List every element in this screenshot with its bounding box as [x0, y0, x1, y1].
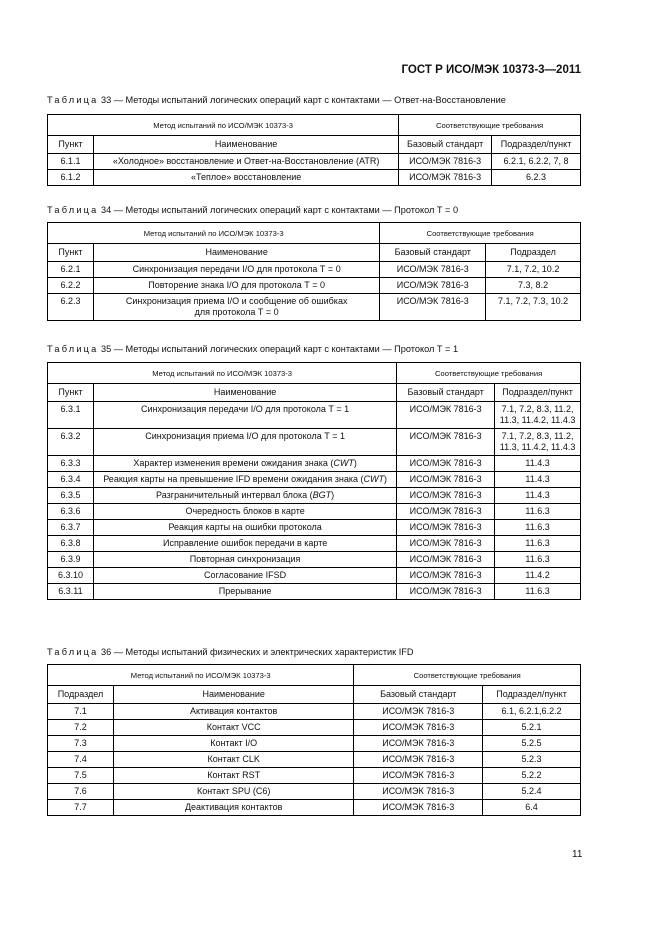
group-header-method: Метод испытаний по ИСО/МЭК 10373-3 [48, 115, 399, 136]
column-header: Подраздел [486, 244, 581, 262]
group-header-method: Метод испытаний по ИСО/МЭК 10373-3 [48, 665, 354, 686]
table-35 [47, 362, 581, 600]
table-cell: ИСО/МЭК 7816-3 [397, 429, 495, 456]
table-cell: 7.4 [48, 752, 114, 768]
table-cell: 6.4 [483, 800, 581, 816]
column-header: Базовый стандарт [397, 384, 495, 402]
table-cell: Повторная синхронизация [93, 552, 396, 568]
group-header-method: Метод испытаний по ИСО/МЭК 10373-3 [48, 223, 380, 244]
table-cell: Разграничительный интервал блока (BGT) [93, 488, 396, 504]
table-cell: 5.2.2 [483, 768, 581, 784]
table-cell: ИСО/МЭК 7816-3 [354, 768, 483, 784]
table-row [48, 456, 581, 472]
table-number: 35 [101, 344, 112, 354]
table-row [48, 520, 581, 536]
table-cell: ИСО/МЭК 7816-3 [380, 294, 486, 321]
table-cell: ИСО/МЭК 7816-3 [397, 568, 495, 584]
table-row [48, 402, 581, 429]
table-label: Таблица [47, 205, 99, 215]
table-cell: 7.5 [48, 768, 114, 784]
table-cell: Контакт VCC [113, 720, 353, 736]
table-cell: 7.1, 7.2, 10.2 [486, 262, 581, 278]
table-36-caption [47, 647, 414, 657]
page-number: 11 [572, 849, 583, 860]
table-cell: ИСО/МЭК 7816-3 [354, 800, 483, 816]
table-cell: ИСО/МЭК 7816-3 [397, 456, 495, 472]
table-cell: ИСО/МЭК 7816-3 [354, 784, 483, 800]
table-row [48, 584, 581, 600]
table-title: — Методы испытаний физических и электрических характеристик IFD [111, 647, 414, 657]
table-cell: 11.6.3 [495, 536, 581, 552]
table-cell: Прерывание [93, 584, 396, 600]
table-cell: 6.3.8 [48, 536, 94, 552]
table-cell: Деактивация контактов [113, 800, 353, 816]
table-cell: Синхронизация приема I/O для протокола Т = 1 [93, 429, 396, 456]
table-cell: 6.3.6 [48, 504, 94, 520]
table-cell: 6.2.3 [48, 294, 94, 321]
table-cell: 7.1, 7.2, 8.3, 11.2, 11.3, 11.4.2, 11.4.3 [495, 402, 581, 429]
table-cell: 6.2.3 [492, 170, 581, 186]
table-row [48, 752, 581, 768]
table-title: — Методы испытаний логических операций карт с контактами — Протокол Т = 0 [111, 205, 459, 215]
table-cell: ИСО/МЭК 7816-3 [354, 736, 483, 752]
table-cell: ИСО/МЭК 7816-3 [397, 472, 495, 488]
column-header: Наименование [93, 244, 379, 262]
table-cell: 11.4.2 [495, 568, 581, 584]
table-cell: ИСО/МЭК 7816-3 [354, 704, 483, 720]
table-row [48, 768, 581, 784]
table-cell: 6.1.2 [48, 170, 94, 186]
table-row [48, 800, 581, 816]
table-cell: ИСО/МЭК 7816-3 [397, 504, 495, 520]
table-cell: 7.1, 7.2, 8.3, 11.2, 11.3, 11.4.2, 11.4.3 [495, 429, 581, 456]
table-cell: Повторение знака I/O для протокола Т = 0 [93, 278, 379, 294]
table-cell: 6.3.7 [48, 520, 94, 536]
table-cell: Характер изменения времени ожидания знака (CWT) [93, 456, 396, 472]
table-cell: 11.4.3 [495, 472, 581, 488]
group-header-requirements: Соответствующие требования [397, 363, 581, 384]
table-row [48, 704, 581, 720]
table-row [48, 154, 581, 170]
table-cell: 11.6.3 [495, 584, 581, 600]
table-cell: Синхронизация передачи I/O для протокола Т = 1 [93, 402, 396, 429]
table-cell: ИСО/МЭК 7816-3 [397, 520, 495, 536]
table-cell: ИСО/МЭК 7816-3 [380, 262, 486, 278]
table-number: 33 [101, 95, 112, 105]
table-row [48, 720, 581, 736]
table-row [48, 784, 581, 800]
group-header-requirements: Соответствующие требования [354, 665, 581, 686]
table-cell: 6.2.1 [48, 262, 94, 278]
table-cell: 6.3.4 [48, 472, 94, 488]
table-cell: 6.3.5 [48, 488, 94, 504]
table-row [48, 472, 581, 488]
table-cell: Контакт RST [113, 768, 353, 784]
table-row [48, 278, 581, 294]
column-header: Наименование [113, 686, 353, 704]
table-cell: Исправление ошибок передачи в карте [93, 536, 396, 552]
table-cell: 7.1, 7.2, 7.3, 10.2 [486, 294, 581, 321]
table-cell: 11.6.3 [495, 552, 581, 568]
table-row [48, 429, 581, 456]
table-cell: 6.3.2 [48, 429, 94, 456]
table-cell: 7.7 [48, 800, 114, 816]
column-header: Подраздел [48, 686, 114, 704]
table-row [48, 488, 581, 504]
table-34 [47, 222, 581, 321]
table-36 [47, 664, 581, 816]
table-cell: Синхронизация приема I/O и сообщение об ошибках для протокола Т = 0 [93, 294, 379, 321]
table-cell: 6.3.1 [48, 402, 94, 429]
table-cell: ИСО/МЭК 7816-3 [397, 584, 495, 600]
table-row [48, 536, 581, 552]
table-cell: 5.2.4 [483, 784, 581, 800]
document-header: ГОСТ Р ИСО/МЭК 10373-3—2011 [401, 64, 581, 76]
table-row [48, 568, 581, 584]
column-header: Базовый стандарт [399, 136, 492, 154]
group-header-method: Метод испытаний по ИСО/МЭК 10373-3 [48, 363, 397, 384]
column-header: Подраздел/пункт [483, 686, 581, 704]
group-header-requirements: Соответствующие требования [399, 115, 581, 136]
table-cell: 11.4.3 [495, 456, 581, 472]
table-row [48, 504, 581, 520]
table-label: Таблица [47, 647, 99, 657]
table-cell: Контакт I/O [113, 736, 353, 752]
table-cell: 11.6.3 [495, 520, 581, 536]
table-cell: Очередность блоков в карте [93, 504, 396, 520]
table-cell: 6.3.9 [48, 552, 94, 568]
table-cell: 6.1.1 [48, 154, 94, 170]
table-number: 36 [101, 647, 112, 657]
column-header: Пункт [48, 136, 94, 154]
column-header: Базовый стандарт [354, 686, 483, 704]
table-cell: 7.3 [48, 736, 114, 752]
table-cell: 7.6 [48, 784, 114, 800]
column-header: Подраздел/пункт [492, 136, 581, 154]
table-cell: 5.2.1 [483, 720, 581, 736]
table-33 [47, 114, 581, 186]
table-cell: Контакт SPU (C6) [113, 784, 353, 800]
table-label: Таблица [47, 95, 99, 105]
table-cell: 6.2.2 [48, 278, 94, 294]
table-cell: ИСО/МЭК 7816-3 [397, 402, 495, 429]
table-cell: Реакция карты на ошибки протокола [93, 520, 396, 536]
table-cell: ИСО/МЭК 7816-3 [380, 278, 486, 294]
table-row [48, 170, 581, 186]
table-title: — Методы испытаний логических операций карт с контактами — Протокол Т = 1 [111, 344, 459, 354]
italic-abbreviation: CWT [333, 458, 354, 468]
table-cell: 7.2 [48, 720, 114, 736]
table-cell: 11.6.3 [495, 504, 581, 520]
table-cell: «Теплое» восстановление [93, 170, 398, 186]
column-header: Базовый стандарт [380, 244, 486, 262]
table-cell: «Холодное» восстановление и Ответ-на-Восстановление (ATR) [93, 154, 398, 170]
table-cell: 7.1 [48, 704, 114, 720]
table-cell: 6.3.3 [48, 456, 94, 472]
table-number: 34 [101, 205, 112, 215]
table-label: Таблица [47, 344, 99, 354]
table-cell: Реакция карты на превышение IFD времени ожидания знака (CWT) [93, 472, 396, 488]
table-cell: Контакт CLK [113, 752, 353, 768]
column-header: Пункт [48, 384, 94, 402]
table-35-caption [47, 344, 458, 354]
column-header: Наименование [93, 136, 398, 154]
table-cell: ИСО/МЭК 7816-3 [397, 536, 495, 552]
italic-abbreviation: CWT [363, 474, 384, 484]
table-cell: ИСО/МЭК 7816-3 [399, 154, 492, 170]
table-cell: ИСО/МЭК 7816-3 [354, 720, 483, 736]
table-cell: 5.2.3 [483, 752, 581, 768]
table-cell: Активация контактов [113, 704, 353, 720]
table-cell: 5.2.5 [483, 736, 581, 752]
table-cell: ИСО/МЭК 7816-3 [397, 488, 495, 504]
group-header-requirements: Соответствующие требования [380, 223, 581, 244]
italic-abbreviation: BGT [312, 490, 332, 500]
table-title: — Методы испытаний логических операций карт с контактами — Ответ-на-Восстановление [111, 95, 506, 105]
table-row [48, 736, 581, 752]
table-cell: 6.3.11 [48, 584, 94, 600]
table-cell: ИСО/МЭК 7816-3 [397, 552, 495, 568]
table-cell: 6.1, 6.2.1,6.2.2 [483, 704, 581, 720]
table-cell: Синхронизация передачи I/O для протокола Т = 0 [93, 262, 379, 278]
table-cell: ИСО/МЭК 7816-3 [354, 752, 483, 768]
table-cell: 11.4.3 [495, 488, 581, 504]
table-33-caption [47, 95, 506, 105]
table-cell: Согласование IFSD [93, 568, 396, 584]
column-header: Пункт [48, 244, 94, 262]
table-cell: ИСО/МЭК 7816-3 [399, 170, 492, 186]
table-34-caption [47, 205, 458, 215]
table-cell: 7.3, 8.2 [486, 278, 581, 294]
table-cell: 6.3.10 [48, 568, 94, 584]
table-row [48, 552, 581, 568]
column-header: Наименование [93, 384, 396, 402]
table-row [48, 294, 581, 321]
column-header: Подраздел/пункт [495, 384, 581, 402]
table-row [48, 262, 581, 278]
table-cell: 6.2.1, 6.2.2, 7, 8 [492, 154, 581, 170]
